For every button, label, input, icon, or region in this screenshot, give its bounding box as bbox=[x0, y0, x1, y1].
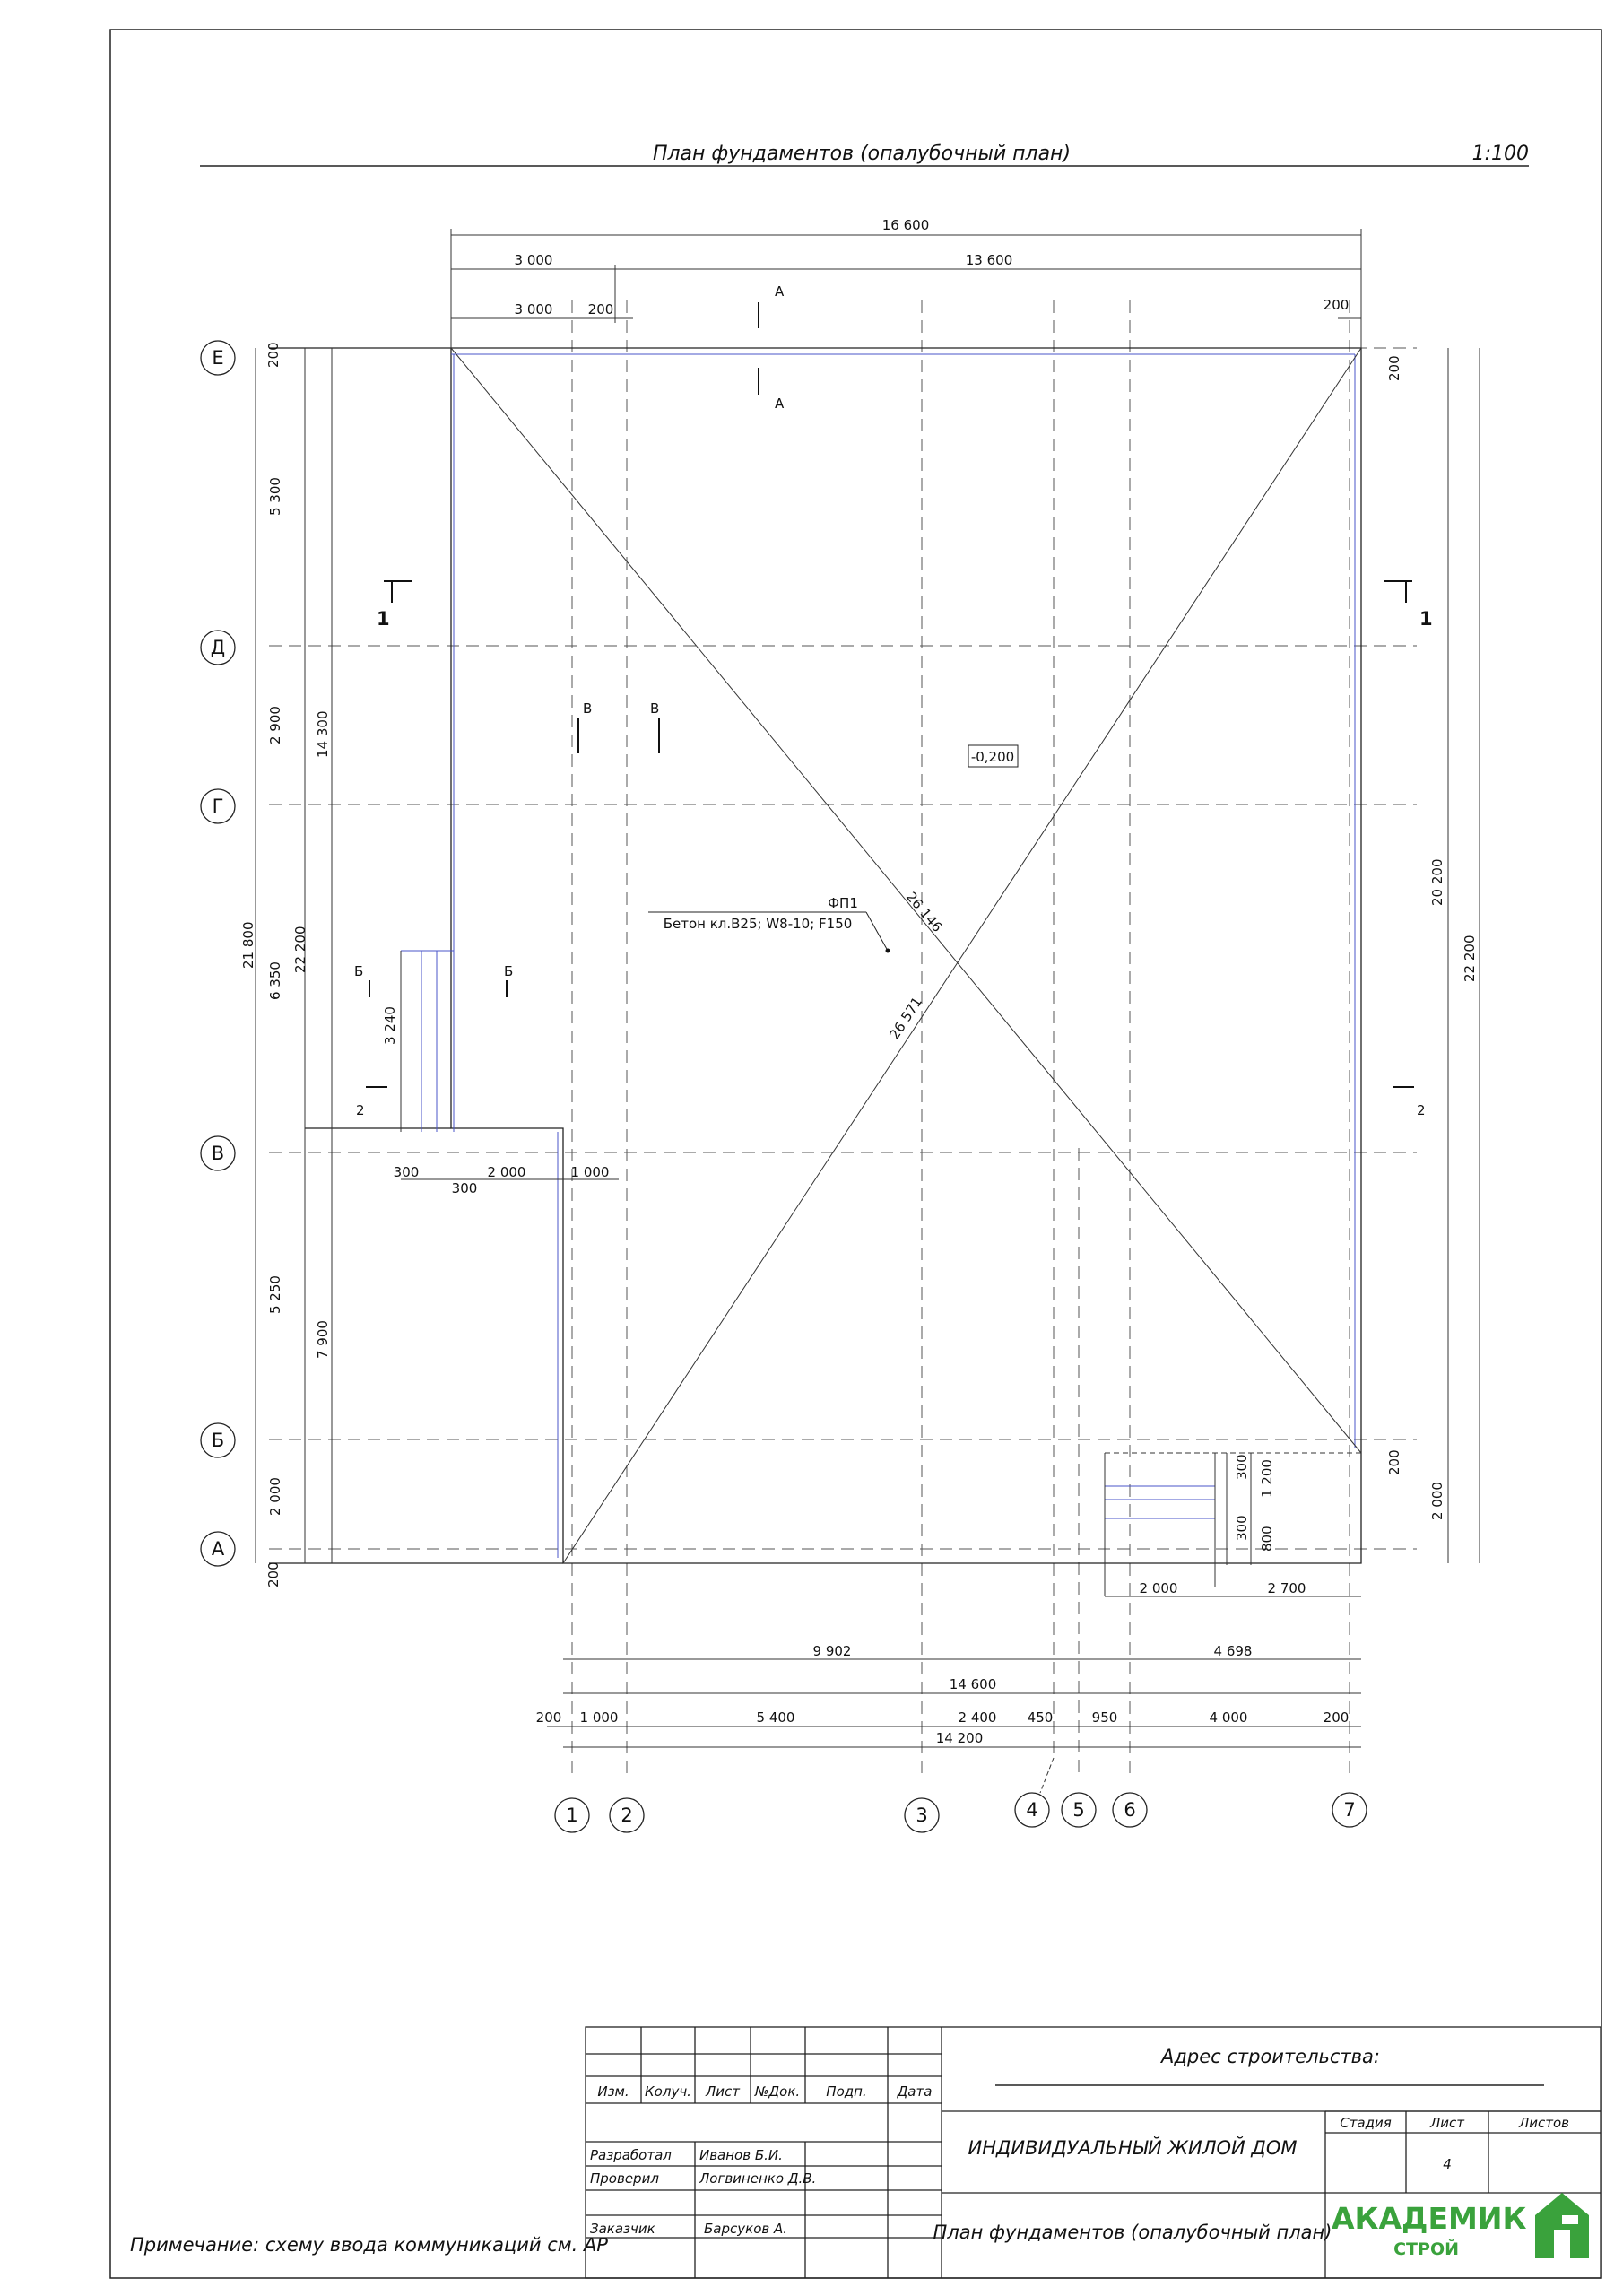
logo-sub-text: СТРОЙ bbox=[1393, 2239, 1459, 2259]
dim-left-200-bot: 200 bbox=[265, 1561, 282, 1587]
dim-bot-2400: 2 400 bbox=[958, 1709, 997, 1726]
porch-steps-left bbox=[401, 951, 454, 1132]
tb-role-customer: Заказчик bbox=[590, 2221, 655, 2237]
section-marks bbox=[366, 302, 1414, 1087]
section-v-right: В bbox=[650, 700, 660, 717]
tb-sheet-number: 4 bbox=[1443, 2156, 1452, 2172]
tb-name-checker: Логвиненко Д.В. bbox=[699, 2170, 817, 2187]
dim-left-21800: 21 800 bbox=[240, 921, 256, 969]
row-axis-label-G: Г bbox=[212, 796, 224, 817]
dim-step-2000: 2 000 bbox=[1139, 1580, 1178, 1596]
section-2-right: 2 bbox=[1417, 1102, 1426, 1118]
company-logo bbox=[1332, 2193, 1589, 2259]
sheet-frame bbox=[110, 30, 1601, 2278]
tb-header-podp: Подп. bbox=[826, 2083, 867, 2100]
section-b-left: Б bbox=[354, 963, 364, 979]
tb-name-customer: Барсуков А. bbox=[704, 2221, 788, 2237]
slab-outline bbox=[269, 348, 1361, 1563]
dim-left-2900: 2 900 bbox=[267, 706, 283, 744]
section-a-top: А bbox=[775, 283, 785, 300]
dim-right-20200: 20 200 bbox=[1429, 858, 1445, 906]
dim-top-left: 3 000 bbox=[514, 252, 553, 268]
col-axis-label-7: 7 bbox=[1343, 1799, 1356, 1821]
dim-bot-200a: 200 bbox=[535, 1709, 562, 1726]
steps-right bbox=[1105, 1486, 1215, 1518]
dim-bot-4000: 4 000 bbox=[1209, 1709, 1248, 1726]
dim-right-2000: 2 000 bbox=[1429, 1482, 1445, 1520]
section-v-left: В bbox=[583, 700, 593, 717]
dim-top-200b: 200 bbox=[1323, 297, 1350, 313]
dim-bot-14600: 14 600 bbox=[949, 1676, 997, 1692]
dim-left-22200: 22 200 bbox=[292, 926, 308, 973]
dim-left-2000: 2 000 bbox=[267, 1477, 283, 1516]
dim-right-200-bot: 200 bbox=[1386, 1449, 1402, 1475]
tb-role-checker: Проверил bbox=[590, 2170, 659, 2187]
diagonal-length-1: 26 146 bbox=[902, 889, 946, 935]
col-axis-label-2: 2 bbox=[621, 1805, 633, 1826]
foundation-mark: ФП1 bbox=[828, 895, 858, 911]
dim-step-300b: 300 bbox=[1234, 1515, 1250, 1541]
tb-stage-label: Стадия bbox=[1340, 2115, 1392, 2131]
dim-porch-300a: 300 bbox=[393, 1164, 420, 1180]
drawing-scale: 1:100 bbox=[1471, 143, 1529, 165]
section-a-bottom: А bbox=[775, 396, 785, 412]
col-axis-label-4: 4 bbox=[1026, 1799, 1038, 1821]
col-axis-label-5: 5 bbox=[1072, 1799, 1085, 1821]
slab-inner-edges bbox=[451, 354, 1355, 1558]
row-axis-label-D: Д bbox=[210, 637, 226, 658]
dim-bot-5400: 5 400 bbox=[756, 1709, 795, 1726]
dim-porch-300b: 300 bbox=[451, 1180, 478, 1196]
column-axis-bubbles bbox=[555, 1793, 1367, 1832]
section-b-right: Б bbox=[504, 963, 514, 979]
dim-left-14300: 14 300 bbox=[315, 710, 331, 758]
dim-bot-200b: 200 bbox=[1323, 1709, 1350, 1726]
dim-bot-950: 950 bbox=[1091, 1709, 1118, 1726]
dim-bot-450: 450 bbox=[1027, 1709, 1054, 1726]
tb-header-data: Дата bbox=[897, 2083, 933, 2100]
dim-left-5300: 5 300 bbox=[267, 477, 283, 516]
concrete-spec: Бетон кл.В25; W8-10; F150 bbox=[663, 916, 853, 932]
row-axis-label-A: А bbox=[211, 1538, 225, 1560]
dim-right-22200: 22 200 bbox=[1462, 935, 1478, 982]
tb-header-list: Лист bbox=[705, 2083, 741, 2100]
tb-role-developer: Разработал bbox=[590, 2147, 672, 2163]
dim-top-left2: 3 000 bbox=[514, 301, 553, 317]
tb-address-label: Адрес строительства: bbox=[1160, 2046, 1381, 2067]
level-mark: -0,200 bbox=[970, 749, 1015, 765]
dim-step-1200: 1 200 bbox=[1259, 1459, 1275, 1498]
tb-name-developer: Иванов Б.И. bbox=[699, 2147, 783, 2163]
tb-header-izm: Изм. bbox=[597, 2083, 629, 2100]
tb-header-koluch: Колуч. bbox=[645, 2083, 691, 2100]
dim-bot-9902: 9 902 bbox=[812, 1643, 852, 1659]
dim-bot-4698: 4 698 bbox=[1213, 1643, 1253, 1659]
tb-sheet-label: Лист bbox=[1429, 2115, 1465, 2131]
tb-header-doc: №Док. bbox=[754, 2083, 801, 2100]
dim-right-200-top: 200 bbox=[1386, 355, 1402, 381]
dim-porch-2000: 2 000 bbox=[487, 1164, 526, 1180]
col-axis-label-6: 6 bbox=[1124, 1799, 1136, 1821]
note-text: Примечание: схему ввода коммуникаций см. АР bbox=[130, 2234, 608, 2256]
drawing-title: План фундаментов (опалубочный план) bbox=[652, 143, 1072, 165]
dim-top-right: 13 600 bbox=[965, 252, 1013, 268]
slab-diagonals bbox=[451, 348, 1361, 1563]
dim-porch-1000: 1 000 bbox=[570, 1164, 610, 1180]
row-axis-label-E: Е bbox=[212, 347, 224, 369]
tb-sheet-title: План фундаментов (опалубочный план) bbox=[933, 2222, 1332, 2243]
dim-bot-14200: 14 200 bbox=[935, 1730, 984, 1746]
tb-sheets-label: Листов bbox=[1518, 2115, 1570, 2131]
dim-step-300a: 300 bbox=[1234, 1454, 1250, 1480]
row-axis-label-V: В bbox=[211, 1143, 225, 1164]
dim-left-6350: 6 350 bbox=[267, 961, 283, 1000]
col-axis-label-1: 1 bbox=[566, 1805, 578, 1826]
dim-porch-3240: 3 240 bbox=[382, 1006, 398, 1045]
dim-bot-1000: 1 000 bbox=[579, 1709, 619, 1726]
dim-top-200a: 200 bbox=[587, 301, 614, 317]
row-axis-bubbles bbox=[201, 341, 235, 1566]
tb-object: ИНДИВИДУАЛЬНЫЙ ЖИЛОЙ ДОМ bbox=[968, 2137, 1298, 2159]
dim-left-200-top: 200 bbox=[265, 342, 282, 368]
diagonal-length-2: 26 571 bbox=[886, 994, 925, 1043]
row-axis-label-B: Б bbox=[211, 1430, 225, 1451]
dim-step-800: 800 bbox=[1259, 1526, 1275, 1552]
axis-grid bbox=[269, 300, 1417, 1776]
col-axis-label-3: 3 bbox=[916, 1805, 928, 1826]
dim-top-total: 16 600 bbox=[881, 217, 930, 233]
dim-step-2700: 2 700 bbox=[1267, 1580, 1306, 1596]
section-1-right: 1 bbox=[1419, 608, 1433, 630]
dim-left-7900: 7 900 bbox=[315, 1320, 331, 1359]
dimension-lines bbox=[256, 229, 1480, 1747]
logo-main-text: АКАДЕМИК bbox=[1332, 2201, 1527, 2236]
dim-left-5250: 5 250 bbox=[267, 1275, 283, 1314]
section-1-left: 1 bbox=[377, 608, 390, 630]
section-2-left: 2 bbox=[356, 1102, 365, 1118]
